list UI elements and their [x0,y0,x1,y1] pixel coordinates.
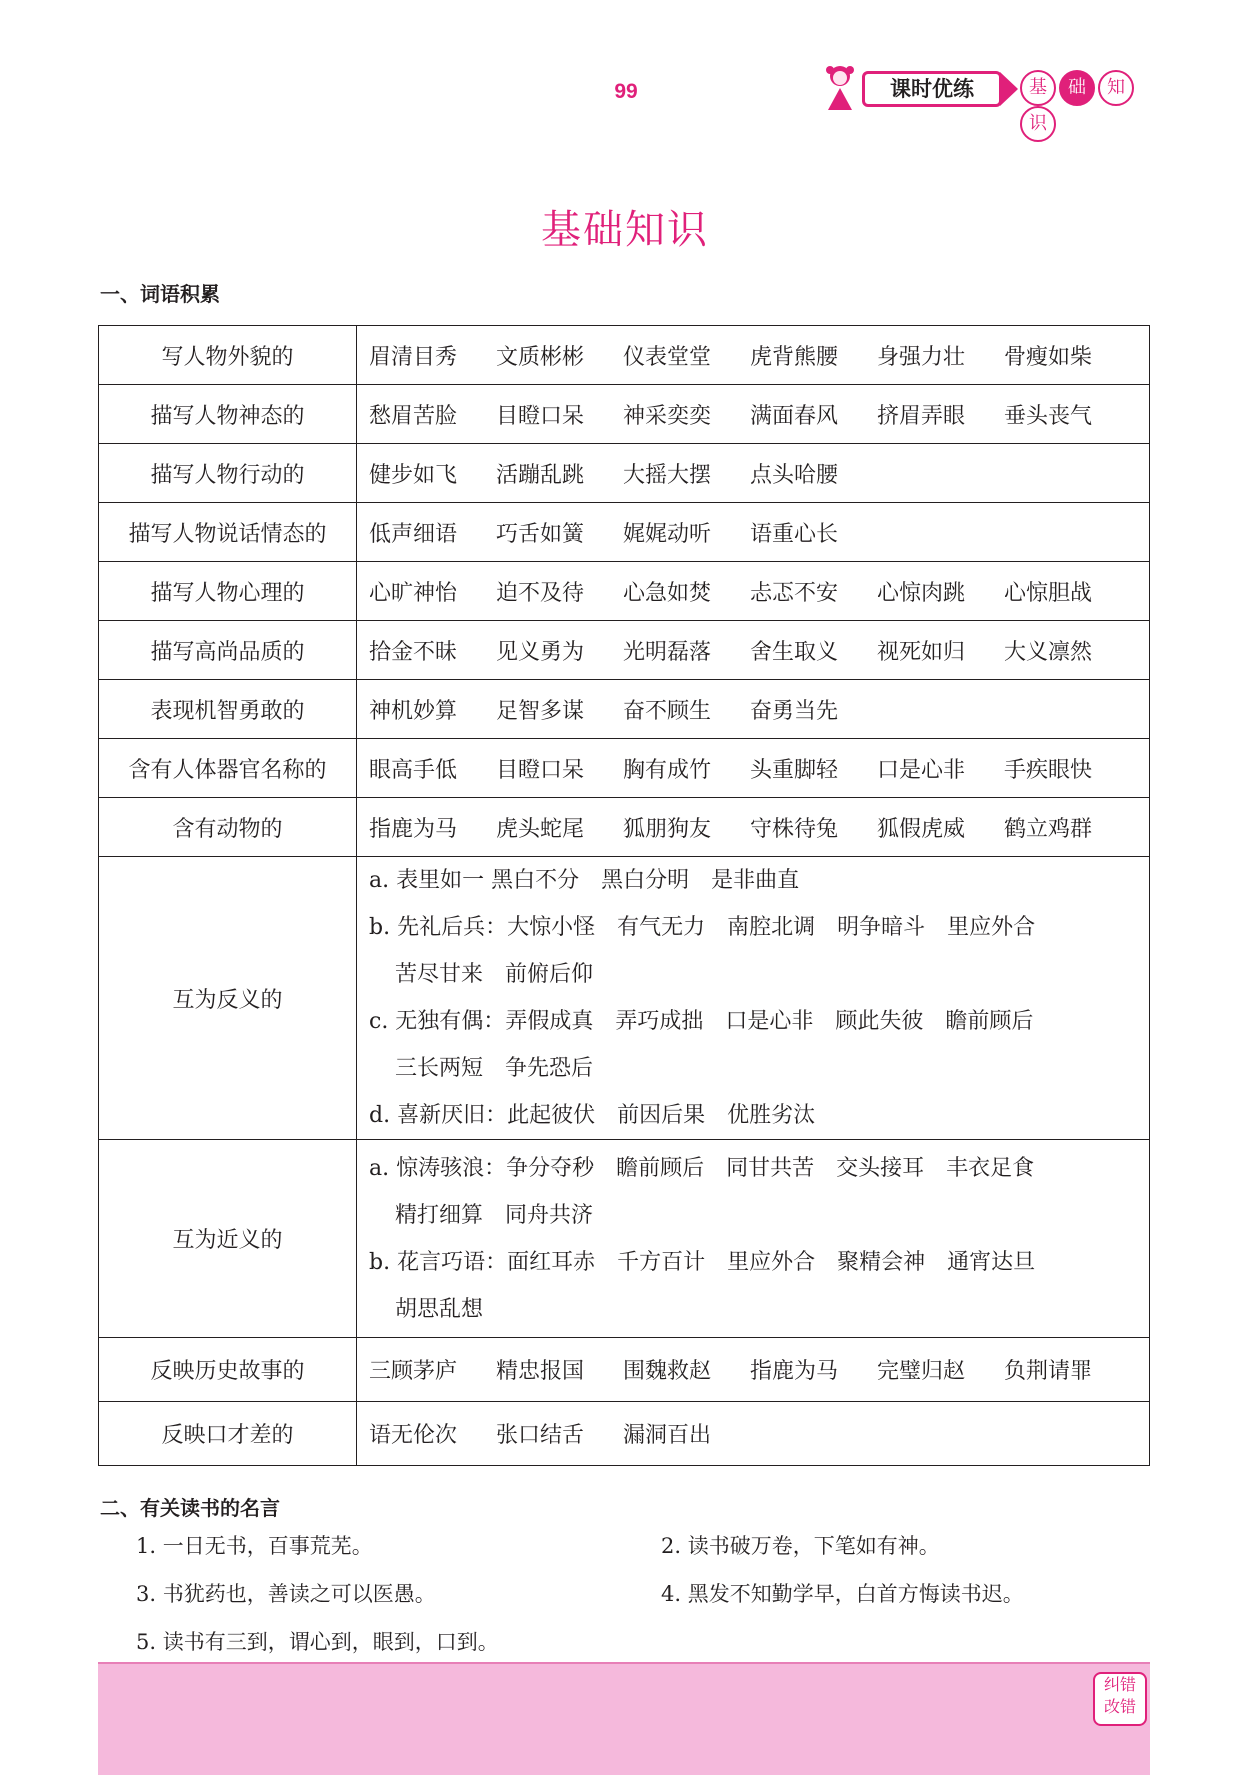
words-cell [357,444,1150,503]
word: 目瞪口呆 [496,403,585,429]
category-cell: 表现机智勇敢的 [99,680,357,739]
words-cell [357,326,1150,385]
word: 守株待兔 [750,816,839,842]
table-row [99,798,1150,857]
word: 负荆请罪 [1004,1359,1093,1384]
table-row-antonyms [99,857,1150,1140]
word: 精打细算 [395,1202,484,1228]
word: 口是心非 [725,1009,814,1034]
word: 虎背熊腰 [750,344,839,370]
page-number: 99 [614,80,638,103]
word: 拾金不昧 [369,639,458,665]
word: 张口结舌 [496,1423,585,1448]
word: 迫不及待 [496,580,585,606]
word: 点头哈腰 [750,462,839,488]
vocab-table [98,325,1150,1466]
word: 狐假虎威 [877,816,966,842]
word: 聚精会神 [837,1249,926,1275]
word: 交头接耳 [836,1155,925,1181]
word: 视死如归 [877,639,966,665]
words-cell [357,1338,1150,1402]
brand-char: 础 [1059,70,1095,106]
word: 围魏救赵 [623,1359,712,1384]
word: 弄假成真 [505,1009,594,1034]
word: 明争暗斗 [837,915,926,940]
word: 千方百计 [617,1249,706,1275]
word: 三顾茅庐 [369,1359,458,1384]
word: 狐朋狗友 [623,816,712,842]
word: 通宵达旦 [947,1249,1036,1275]
line-label: c. 无独有偶： [369,1009,506,1034]
word: 光明磊落 [623,639,712,665]
antonym-line-d [369,1092,1137,1139]
table-row [99,1338,1150,1402]
word: 瞻前顾后 [945,1009,1034,1034]
word: 神机妙算 [369,698,458,724]
table-row [99,503,1150,562]
category-cell: 描写高尚品质的 [99,621,357,680]
word: 奋勇当先 [750,698,839,724]
category-cell: 写人物外貌的 [99,326,357,385]
word: 苦尽甘来 [395,962,484,987]
table-row-synonyms [99,1140,1150,1338]
word: 见义勇为 [496,639,585,665]
word: 弄巧成拙 [615,1009,704,1034]
category-cell: 反映口才差的 [99,1402,357,1466]
category-cell: 描写人物心理的 [99,562,357,621]
words-cell [357,385,1150,444]
line-label: d. 喜新厌旧： [369,1103,508,1128]
table-row [99,1402,1150,1466]
line-label: b. 花言巧语： [369,1249,508,1275]
brand-box-label: 课时优练 [862,71,1002,107]
brand-char: 基 [1020,70,1056,106]
category-cell: 含有人体器官名称的 [99,739,357,798]
section-heading: 一、词语积累 [100,282,220,306]
category-cell: 描写人物说话情态的 [99,503,357,562]
line-label: a. 惊涛骇浪： [369,1155,507,1181]
brand-arrow-icon [1000,72,1018,106]
antonym-line-a [369,857,1137,904]
synonym-line-a [369,1145,1137,1192]
word: 手疾眼快 [1004,757,1093,783]
word: 娓娓动听 [623,521,712,547]
page-title: 基础知识 [541,207,709,253]
word: 顾此失彼 [835,1009,924,1034]
table-row [99,562,1150,621]
words-cell [357,798,1150,857]
words-cell [357,1140,1150,1338]
word: 鹤立鸡群 [1004,816,1093,842]
word: 胸有成竹 [623,757,712,783]
word: 神采奕奕 [623,403,712,429]
word: 前俯后仰 [505,962,594,987]
category-cell: 互为近义的 [99,1140,357,1338]
word: 瞻前顾后 [616,1155,705,1181]
antonym-line-c [369,998,1137,1045]
word: 文质彬彬 [496,344,585,370]
word: 目瞪口呆 [496,757,585,783]
word: 大义凛然 [1004,639,1093,665]
stamp-line: 改错 [1103,1697,1136,1716]
word: 指鹿为马 [369,816,458,842]
footer-band [98,1662,1150,1775]
category-cell: 反映历史故事的 [99,1338,357,1402]
table-row [99,444,1150,503]
words-cell [357,680,1150,739]
word: 骨瘦如柴 [1004,344,1093,370]
words-cell [357,503,1150,562]
category-cell: 描写人物神态的 [99,385,357,444]
brand-char: 知 [1098,70,1134,106]
word: 优胜劣汰 [727,1103,816,1128]
quote-item: 4. 黑发不知勤学早，白首方悔读书迟。 [661,1582,1024,1606]
category-cell: 互为反义的 [99,857,357,1140]
word: 心旷神怡 [369,580,458,606]
word: 大摇大摆 [623,462,712,488]
quote-item: 2. 读书破万卷，下笔如有神。 [661,1534,940,1558]
synonym-line-b-cont [369,1286,1137,1333]
word: 面红耳赤 [507,1249,596,1275]
word: 胡思乱想 [395,1296,484,1322]
word: 心惊胆战 [1004,580,1093,606]
synonym-line-b [369,1239,1137,1286]
section-heading: 二、有关读书的名言 [100,1496,280,1520]
stamp-line: 纠错 [1103,1675,1136,1694]
word: 语无伦次 [369,1423,458,1448]
girl-mascot-icon [820,62,860,112]
word: 有气无力 [617,915,706,940]
word: 虎头蛇尾 [496,816,585,842]
word: 挤眉弄眼 [877,403,966,429]
synonym-line-a-cont [369,1192,1137,1239]
word: 此起彼伏 [507,1103,596,1128]
word: 黑白分明 [601,868,690,893]
line-label: a. 表里如一 [369,868,485,893]
word: 南腔北调 [727,915,816,940]
word: 同甘共苦 [726,1155,815,1181]
brand-logo [820,62,1150,134]
word: 口是心非 [877,757,966,783]
word: 眼高手低 [369,757,458,783]
word: 愁眉苦脸 [369,403,458,429]
word: 忐忑不安 [750,580,839,606]
quote-item: 1. 一日无书，百事荒芜。 [136,1534,373,1558]
words-cell [357,1402,1150,1466]
word: 巧舌如簧 [496,521,585,547]
words-cell [357,857,1150,1140]
word: 争分夺秒 [506,1155,595,1181]
table-row [99,621,1150,680]
word: 前因后果 [617,1103,706,1128]
antonym-line-b [369,904,1137,951]
word: 仪表堂堂 [623,344,712,370]
word: 丰衣足食 [946,1155,1035,1181]
word: 心惊肉跳 [877,580,966,606]
brand-char: 识 [1020,106,1056,142]
word: 垂头丧气 [1004,403,1093,429]
correction-stamp [1093,1672,1147,1726]
word: 大惊小怪 [507,915,596,940]
word: 满面春风 [750,403,839,429]
table-row [99,680,1150,739]
antonym-line-c-cont [369,1045,1137,1092]
word: 活蹦乱跳 [496,462,585,488]
word: 眉清目秀 [369,344,458,370]
antonym-line-b-cont [369,951,1137,998]
word: 健步如飞 [369,462,458,488]
word: 精忠报国 [496,1359,585,1384]
words-cell [357,562,1150,621]
line-label: b. 先礼后兵： [369,915,508,940]
word: 身强力壮 [877,344,966,370]
word: 里应外合 [947,915,1036,940]
word: 漏洞百出 [623,1423,712,1448]
word: 完璧归赵 [877,1359,966,1384]
brand-chars [1020,70,1150,142]
table-row [99,385,1150,444]
category-cell: 描写人物行动的 [99,444,357,503]
word: 舍生取义 [750,639,839,665]
table-row [99,326,1150,385]
word: 里应外合 [727,1249,816,1275]
table-row [99,739,1150,798]
quote-item: 5. 读书有三到，谓心到，眼到，口到。 [136,1630,499,1654]
word: 奋不顾生 [623,698,712,724]
word: 语重心长 [750,521,839,547]
word: 三长两短 [395,1056,484,1081]
word: 指鹿为马 [750,1359,839,1384]
word: 黑白不分 [491,868,580,893]
word: 足智多谋 [496,698,585,724]
category-cell: 含有动物的 [99,798,357,857]
word: 头重脚轻 [750,757,839,783]
word: 低声细语 [369,521,458,547]
word: 是非曲直 [711,868,800,893]
word: 争先恐后 [505,1056,594,1081]
words-cell [357,621,1150,680]
words-cell [357,739,1150,798]
word: 心急如焚 [623,580,712,606]
quote-item: 3. 书犹药也，善读之可以医愚。 [136,1582,436,1606]
word: 同舟共济 [505,1202,594,1228]
